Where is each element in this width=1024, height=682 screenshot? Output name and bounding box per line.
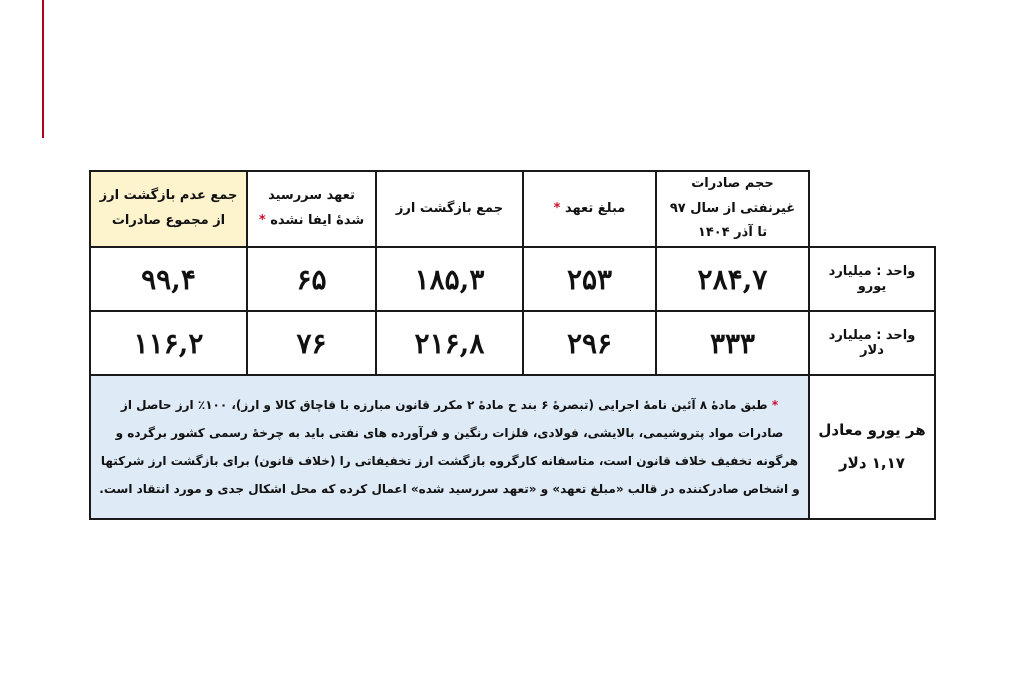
exchange-rate-note: هر یورو معادل ۱,۱۷ دلار	[809, 375, 935, 519]
decorative-accent-line	[42, 0, 44, 138]
empty-corner-cell	[809, 171, 935, 247]
header-total-return: جمع بازگشت ارز	[376, 171, 523, 247]
header-total-non-return: جمع عدم بازگشت ارز از مجموع صادرات	[90, 171, 247, 247]
dollar-commitment-amount: ۲۹۶	[523, 311, 656, 375]
dollar-total-non-return: ۱۱۶,۲	[90, 311, 247, 375]
table-header-row	[90, 171, 935, 247]
euro-overdue-unfulfilled: ۶۵	[247, 247, 376, 311]
dollar-total-return: ۲۱۶,۸	[376, 311, 523, 375]
euro-commitment-amount: ۲۵۳	[523, 247, 656, 311]
euro-total-non-return: ۹۹,۴	[90, 247, 247, 311]
table-row-dollar	[90, 311, 935, 375]
row-label-dollar: واحد : میلیارد دلار	[809, 311, 935, 375]
table-footer-row	[90, 375, 935, 519]
dollar-overdue-unfulfilled: ۷۶	[247, 311, 376, 375]
star-marker: *	[258, 213, 266, 229]
header-overdue-unfulfilled: تعهد سررسید شدهٔ ایفا نشده *	[247, 171, 376, 247]
table-row-euro	[90, 247, 935, 311]
export-currency-table	[89, 170, 936, 520]
legal-note	[90, 375, 809, 519]
header-commitment-amount: مبلغ تعهد *	[523, 171, 656, 247]
euro-total-return: ۱۸۵,۳	[376, 247, 523, 311]
row-label-euro: واحد : میلیارد یورو	[809, 247, 935, 311]
euro-exports-volume: ۲۸۴,۷	[656, 247, 809, 311]
header-exports-volume: حجم صادرات غیرنفتی از سال ۹۷ تا آذر ۱۴۰۴	[656, 171, 809, 247]
dollar-exports-volume: ۳۳۳	[656, 311, 809, 375]
legal-note-text: طبق مادهٔ ۸ آئین نامهٔ اجرایی (تبصرهٔ ۶ بند ح مادهٔ ۲ مکرر قانون مبارزه با قاچاق کالا و ارز)، ۱۰۰٪ ارز حاصل از صادرات مواد پتروشیمی، بالایشی، فولادی، فلزات رنگین و فرآورده های نفتی باید به چرخهٔ رسمی کشور برگرده و هرگونه تخفیف خلاف قانون است، متاسفانه کارگروه بازگشت ارز تخفیفاتی را (خلاف قانون) برای بازگشت ارز شرکتها و اشخاص صادرکننده در قالب «مبلغ تعهد» و «تعهد سررسید شده» اعمال کرده که محل اشکال جدی و مورد انتقاد است.	[99, 397, 800, 497]
star-marker: *	[771, 397, 779, 412]
star-marker: *	[553, 200, 561, 216]
